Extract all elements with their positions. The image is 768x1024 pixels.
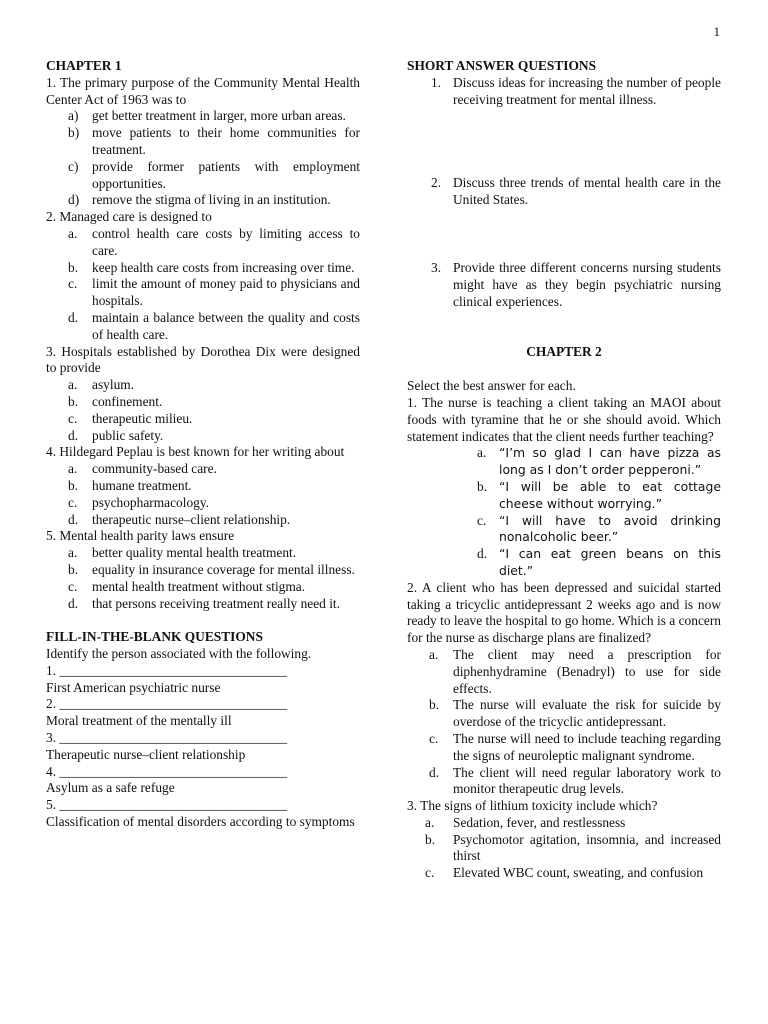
option-a: a. community-based care. [68, 461, 217, 477]
option-list [46, 226, 360, 344]
option-c: c. “I will have to avoid drinking nonalcoholic beer.” [477, 512, 721, 545]
option-b: b. Psychomotor agitation, insomnia, and increased thirst [425, 831, 721, 864]
option-b: b. confinement. [68, 393, 163, 409]
question-stem: 3. The signs of lithium toxicity include which? [407, 798, 658, 814]
short-answer-heading: SHORT ANSWER QUESTIONS [407, 58, 597, 73]
option-b: b. humane treatment. [68, 477, 192, 493]
question-stem: 4. Hildegard Peplau is best known for her writing about [46, 444, 345, 460]
option-c: c. therapeutic milieu. [68, 410, 193, 426]
option-d: d) remove the stigma of living in an institution. [68, 192, 331, 208]
short-answer-3: 3. Provide three different concerns nursing students might have as they begin psychiatric nursing clinical experiences. [431, 259, 721, 309]
blank-2: 2. __________________________________ [46, 696, 288, 712]
fill-in-heading: FILL-IN-THE-BLANK QUESTIONS [46, 629, 263, 645]
option-a: a. better quality mental health treatment. [68, 545, 297, 561]
option-a: a. “I’m so glad I can have pizza as long as I don’t order pepperoni.” [477, 445, 721, 478]
option-a: a) get better treatment in larger, more urban areas. [68, 108, 346, 124]
ch1-question-5 [46, 528, 360, 612]
option-b: b. “I will be able to eat cottage cheese without worrying.” [477, 478, 721, 511]
option-a: a. asylum. [68, 377, 135, 393]
right-column [407, 58, 721, 882]
ch1-question-3 [46, 344, 360, 445]
option-list [407, 815, 721, 882]
option-c: c. limit the amount of money paid to physicians and hospitals. [68, 276, 360, 309]
option-list [46, 377, 360, 444]
option-list [407, 445, 721, 579]
question-stem: 5. Mental health parity laws ensure [46, 528, 235, 544]
fill-in-instruction: Identify the person associated with the following. [46, 646, 312, 662]
option-d: d. The client will need regular laboratory work to monitor therapeutic drug levels. [429, 764, 721, 797]
option-d: d. “I can eat green beans on this diet.” [477, 546, 721, 578]
option-list [407, 647, 721, 798]
short-answer-2: 2. Discuss three trends of mental health care in the United States. [431, 175, 721, 208]
ch1-question-2 [46, 209, 360, 343]
option-a: a. The client may need a prescription for diphenhydramine (Benadryl) to use for side effects. [429, 646, 721, 696]
question-stem: 1. The nurse is teaching a client taking an MAOI about foods with tyramine that he or she should avoid. Which statement indicates that the client needs further teaching? [407, 394, 721, 444]
option-c: c. mental health treatment without stigma. [68, 578, 306, 594]
option-list [46, 108, 360, 209]
option-list [46, 545, 360, 612]
question-stem: 3. Hospitals established by Dorothea Dix were designed to provide [46, 343, 360, 376]
ch1-question-1 [46, 75, 360, 209]
blank-1-desc: First American psychiatric nurse [46, 679, 221, 695]
chapter2-heading: CHAPTER 2 [526, 344, 602, 360]
chapter2-instruction: Select the best answer for each. [407, 378, 576, 394]
blank-1: 1. __________________________________ [46, 662, 288, 678]
option-b: b. equality in insurance coverage for mental illness. [68, 561, 355, 577]
ch2-question-2 [407, 580, 721, 798]
option-b: b) move patients to their home communities for treatment. [68, 125, 360, 157]
option-c: c) provide former patients with employment opportunities. [68, 158, 360, 191]
blank-5: 5. __________________________________ [46, 797, 288, 813]
short-answer-1: 1. Discuss ideas for increasing the number of people receiving treatment for mental illness. [431, 74, 721, 107]
option-d: d. public safety. [68, 427, 164, 443]
blank-2-desc: Moral treatment of the mentally ill [46, 713, 232, 729]
option-c: c. The nurse will need to include teaching regarding the signs of neuroleptic malignant syndrome. [429, 730, 721, 763]
option-d: d. therapeutic nurse–client relationship. [68, 511, 291, 527]
blank-3: 3. __________________________________ [46, 730, 288, 746]
ch2-question-1 [407, 395, 721, 580]
option-c: c. psychopharmacology. [68, 494, 210, 510]
page-number: 1 [713, 24, 720, 39]
blank-4: 4. __________________________________ [46, 763, 288, 779]
blank-4-desc: Asylum as a safe refuge [46, 780, 175, 796]
option-b: b. keep health care costs from increasing over time. [68, 259, 355, 275]
option-list [46, 461, 360, 528]
question-stem: 1. The primary purpose of the Community Mental Health Center Act of 1963 was to [46, 74, 360, 107]
option-d: d. that persons receiving treatment really need it. [68, 595, 341, 611]
option-b: b. The nurse will evaluate the risk for suicide by overdose of the tricyclic antidepressant. [429, 697, 721, 730]
option-d: d. maintain a balance between the quality and costs of health care. [68, 309, 360, 342]
blank-3-desc: Therapeutic nurse–client relationship [46, 746, 246, 762]
option-a: a. Sedation, fever, and restlessness [425, 814, 626, 830]
ch2-question-3 [407, 798, 721, 882]
blank-5-desc: Classification of mental disorders according to symptoms [46, 814, 355, 830]
option-c: c. Elevated WBC count, sweating, and confusion [425, 865, 704, 881]
short-answer-list [407, 75, 721, 311]
left-column [46, 58, 360, 831]
option-a: a. control health care costs by limiting access to care. [68, 225, 360, 258]
ch1-question-4 [46, 444, 360, 528]
chapter1-heading: CHAPTER 1 [46, 58, 122, 73]
question-stem: 2. Managed care is designed to [46, 209, 212, 225]
question-stem: 2. A client who has been depressed and suicidal started taking a tricyclic antidepressant 2 weeks ago and is now ready to leave the hospital to go home. Which is a concern for the nurse as discharge plans are finalized? [407, 579, 721, 646]
